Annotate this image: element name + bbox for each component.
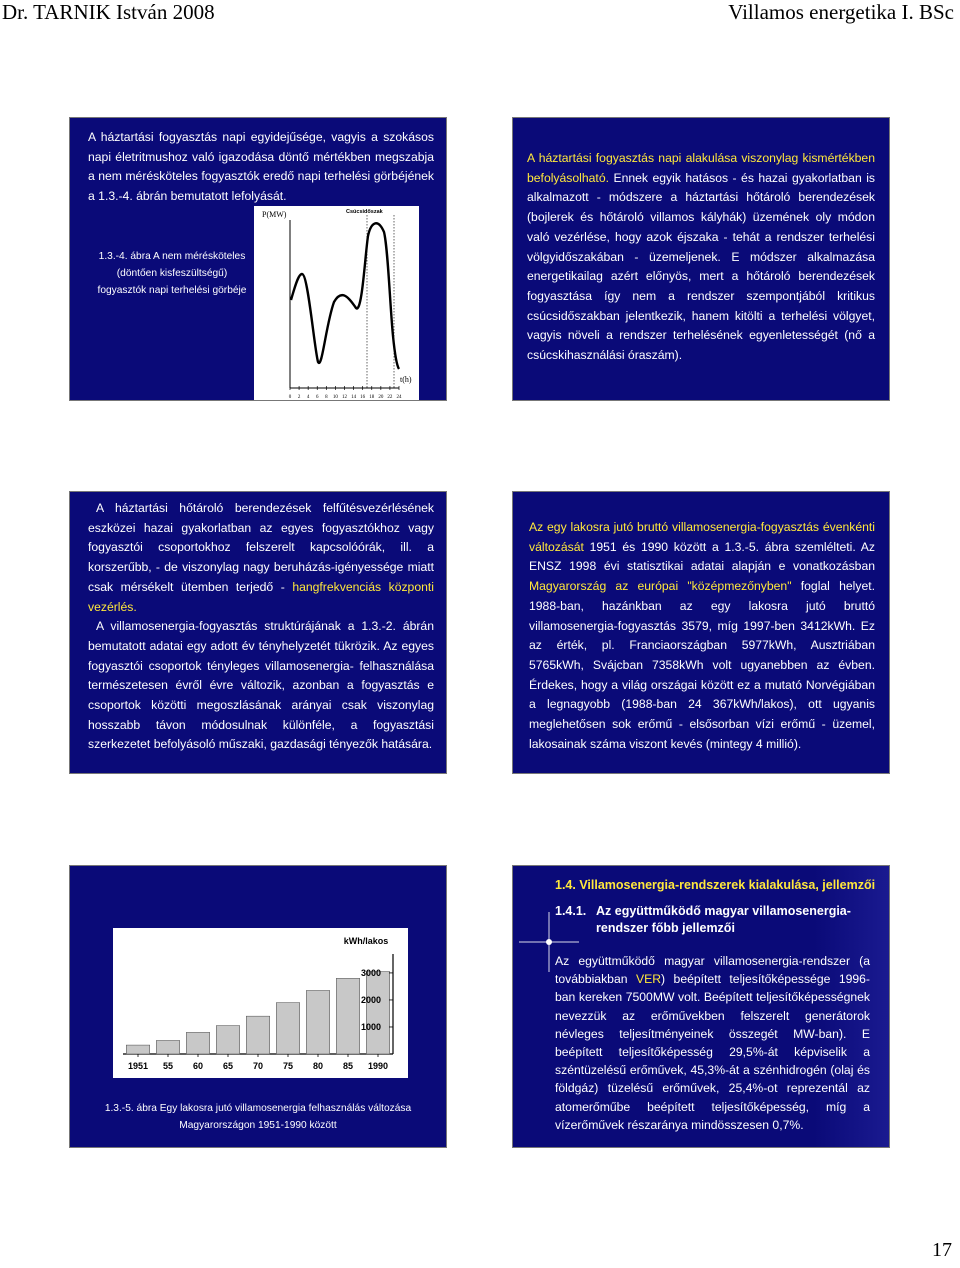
load-tick-label: 8 <box>325 395 328 400</box>
slide6-highlight: VER <box>635 972 662 987</box>
load-tick-label: 0 <box>288 395 292 400</box>
slide3-para2: A villamosenergia-fogyasztás struktúrájának a 1.3.-2. ábrán bemutatott adatai egy adott év tényhelyzetét tükrözik. Az egyes fogyasztói csoportok tényleges villamosenergia- felhasználása természetesen évről évre változik, azonban a fogyasztás e csoportok közötti megoszlásának arányai csak viszonylag hosszabb távon módosulnak különféle, a fogyasztási szerkezetet befolyásoló műszaki, gazdasági tényezők hatására. <box>88 619 434 752</box>
slide4-text-2: foglal helyet. 1988-ban, hazánkban az egy lakosra jutó bruttó villamosenergia-fogyasztás 3579, míg 1997-ben 3412kWh. Ez az érték, pl. Franciaországban 5977kWh, Ausztriában 5765kWh, Svájcban 7358kWh volt ugyanebben az évben. Érdekes, hogy a világ országai között ez a mutató Norvégiában a legnagyobb (1988-ban 24 367kWh/lakos), ott ugyanis meglehetősen sok erőmű - elsősorban vízi erőmű - üzemel, lakosainak száma viszont kevés (mintegy 4 millió). <box>529 579 875 751</box>
consumption-bar <box>246 1016 269 1054</box>
load-tick-label: 4 <box>306 395 310 400</box>
consumption-bar <box>336 978 359 1054</box>
slide1-text: A háztartási fogyasztás napi egyidejűsége, vagyis a szokásos napi életritmushoz való igazodása döntő mértékben megszabja a nem mérésköteles fogyasztók eredő napi terhelési görbéjének a 1.3.-4. ábrán bemutatott lefolyását. <box>88 130 434 204</box>
consumption-bar <box>276 1003 299 1054</box>
load-curve-line <box>291 223 399 369</box>
load-tick-label: 16 <box>360 395 366 400</box>
consumption-bar <box>366 972 389 1054</box>
slide4-highlight-2: Magyarország az európai "középmezőnyben" <box>529 579 792 594</box>
slide3-text <box>88 499 434 755</box>
slide3-para1: A háztartási hőtároló berendezések felfűtésvezérlésének eszközei hazai gyakorlatban az egyes fogyasztókhoz vagy fogyasztói csoportokhoz felszerelt kapcsolóórák, ill. a korszerűbb, - de viszonylag nagy beruházás-igényessége miatt csak mérsékelt ütemben terjedő - <box>88 501 434 594</box>
consumption-xtick-label: 55 <box>162 1061 174 1071</box>
consumption-xtick-label: 70 <box>252 1061 264 1071</box>
section-heading: 1.4. Villamosenergia-rendszerek kialakulása, jellemzői <box>555 878 876 892</box>
consumption-ytick-label: 1000 <box>360 1021 381 1032</box>
load-curve-chart <box>254 206 419 400</box>
load-tick-label: 24 <box>396 395 402 400</box>
slide-household-consumption <box>512 117 890 401</box>
consumption-ytick-label: 3000 <box>360 967 381 978</box>
peak-label: Csúcsidőszak <box>346 209 383 215</box>
consumption-xtick-label: 85 <box>342 1061 354 1071</box>
page-number: 17 <box>932 1239 952 1261</box>
consumption-xtick-label: 80 <box>312 1061 324 1071</box>
load-curve-svg <box>254 206 419 400</box>
load-tick-label: 10 <box>332 395 338 400</box>
load-tick-label: 12 <box>342 395 347 400</box>
slide2-highlight-1: A háztartási fogyasztás napi alakulása viszonylag <box>527 151 799 165</box>
slide4-text-1: 1951 és 1990 között a 1.3.-5. ábra szemlélteti. Az ENSZ 1998 évi statisztikai adatai alapján e vonatkozásban <box>529 539 875 574</box>
slide2-body: Ennek egyik hatásos - és hazai gyakorlatban is alkalmazott - módszere a háztartási hőtároló berendezések (bojlerek és hőtároló villamos kályhák) üzemének oly módon való vezérlése, hogy azok éjszaka - tehát a rendszer terhelési völgyidőszakában - üzemeljenek. E módszer alkalmazása energetikailag azért előnyös, mert a hőtároló berendezések fogyasztása így nem a rendszer szempontjából kritikus csúcsidőszakban jelentkezik, hanem kitölti a terhelési völgyet, vagyis növeli a rendszer terhelésének egyenletességét (nő a csúcskihasználási óraszám). <box>527 170 875 363</box>
consumption-bar <box>216 1026 239 1054</box>
subsection-title: Az együttműködő magyar villamosenergia- rendszer főbb jellemzői <box>596 904 851 935</box>
consumption-xtick-label: 75 <box>282 1061 294 1071</box>
slide5-caption: 1.3.-5. ábra Egy lakosra jutó villamosenergia felhasználás változása Magyarországon 1951-1990 között <box>104 1103 412 1131</box>
consumption-bar <box>156 1040 179 1054</box>
slide6-text-1: Az együttműködő magyar villamosenergia-rendszer (a továbbiakban <box>555 954 870 987</box>
consumption-bar <box>186 1032 209 1054</box>
consumption-chart <box>113 928 408 1078</box>
slide-load-curve <box>69 117 447 401</box>
consumption-xtick-label: 1990 <box>367 1061 389 1071</box>
consumption-xtick-label: 65 <box>222 1061 234 1071</box>
slide6-text-2: ) beépített teljesítőképessége 1996-ban kereken 7500MW volt. Beépített teljesítőképességnek nevezzük az erőművekben felszerelt generátorok névleges teljesítményeinek összegét MW-ban). E beépített teljesítőképesség 29,5%-át képviselik a széntüzelésű erőművek, 45,3%-át a szénhidrogén (olaj és földgáz) tüzelésű erőművek, 25,4%-ot reprezentál az atomerőműbe beépített teljesítőképesség, míg a vízerőművek részaránya mindösszesen 0,7%. <box>555 972 870 1132</box>
slide2-text <box>527 149 875 366</box>
consumption-ytick-label: 2000 <box>360 994 381 1005</box>
load-tick-label: 14 <box>351 395 357 400</box>
load-curve-ylabel: P(MW) <box>262 210 287 219</box>
slide-consumption-chart <box>69 865 447 1148</box>
consumption-bars <box>126 968 393 1071</box>
load-tick-label: 18 <box>369 395 375 400</box>
header-course: Villamos energetika I. BSc <box>728 0 954 24</box>
subsection-number: 1.4.1. <box>555 904 587 918</box>
consumption-bar <box>306 990 329 1054</box>
slide3-highlight: hangfrekvenciás központi vezérlés. <box>88 579 434 614</box>
consumption-xtick-label: 60 <box>192 1061 204 1071</box>
load-tick-label: 20 <box>378 395 384 400</box>
load-curve-xlabel: t(h) <box>400 375 412 384</box>
header-author: Dr. TARNIK István 2008 <box>2 0 215 24</box>
slide-power-system <box>512 865 890 1148</box>
load-tick-label: 6 <box>316 395 319 400</box>
consumption-ylabel: kWh/lakos <box>343 936 389 946</box>
consumption-bar <box>126 1045 149 1054</box>
consumption-xtick-label: 1951 <box>127 1061 149 1071</box>
load-tick-label: 22 <box>387 395 393 400</box>
slide-heat-storage-control <box>69 491 447 774</box>
slide2-highlight-2: kismértékben befolyásolható. <box>527 151 875 185</box>
consumption-chart-svg <box>113 928 408 1078</box>
slide-per-capita-consumption <box>512 491 890 774</box>
slide6-text <box>555 952 870 1134</box>
slide1-caption: 1.3.-4. ábra A nem mérésköteles (döntően kisfeszültségű) fogyasztók napi terhelési görbéje <box>97 251 247 296</box>
slide4-text <box>529 518 875 754</box>
load-tick-label: 2 <box>297 395 301 400</box>
slide4-highlight-1: Az egy lakosra jutó bruttó villamosenergia-fogyasztás évenkénti változását <box>529 520 875 554</box>
